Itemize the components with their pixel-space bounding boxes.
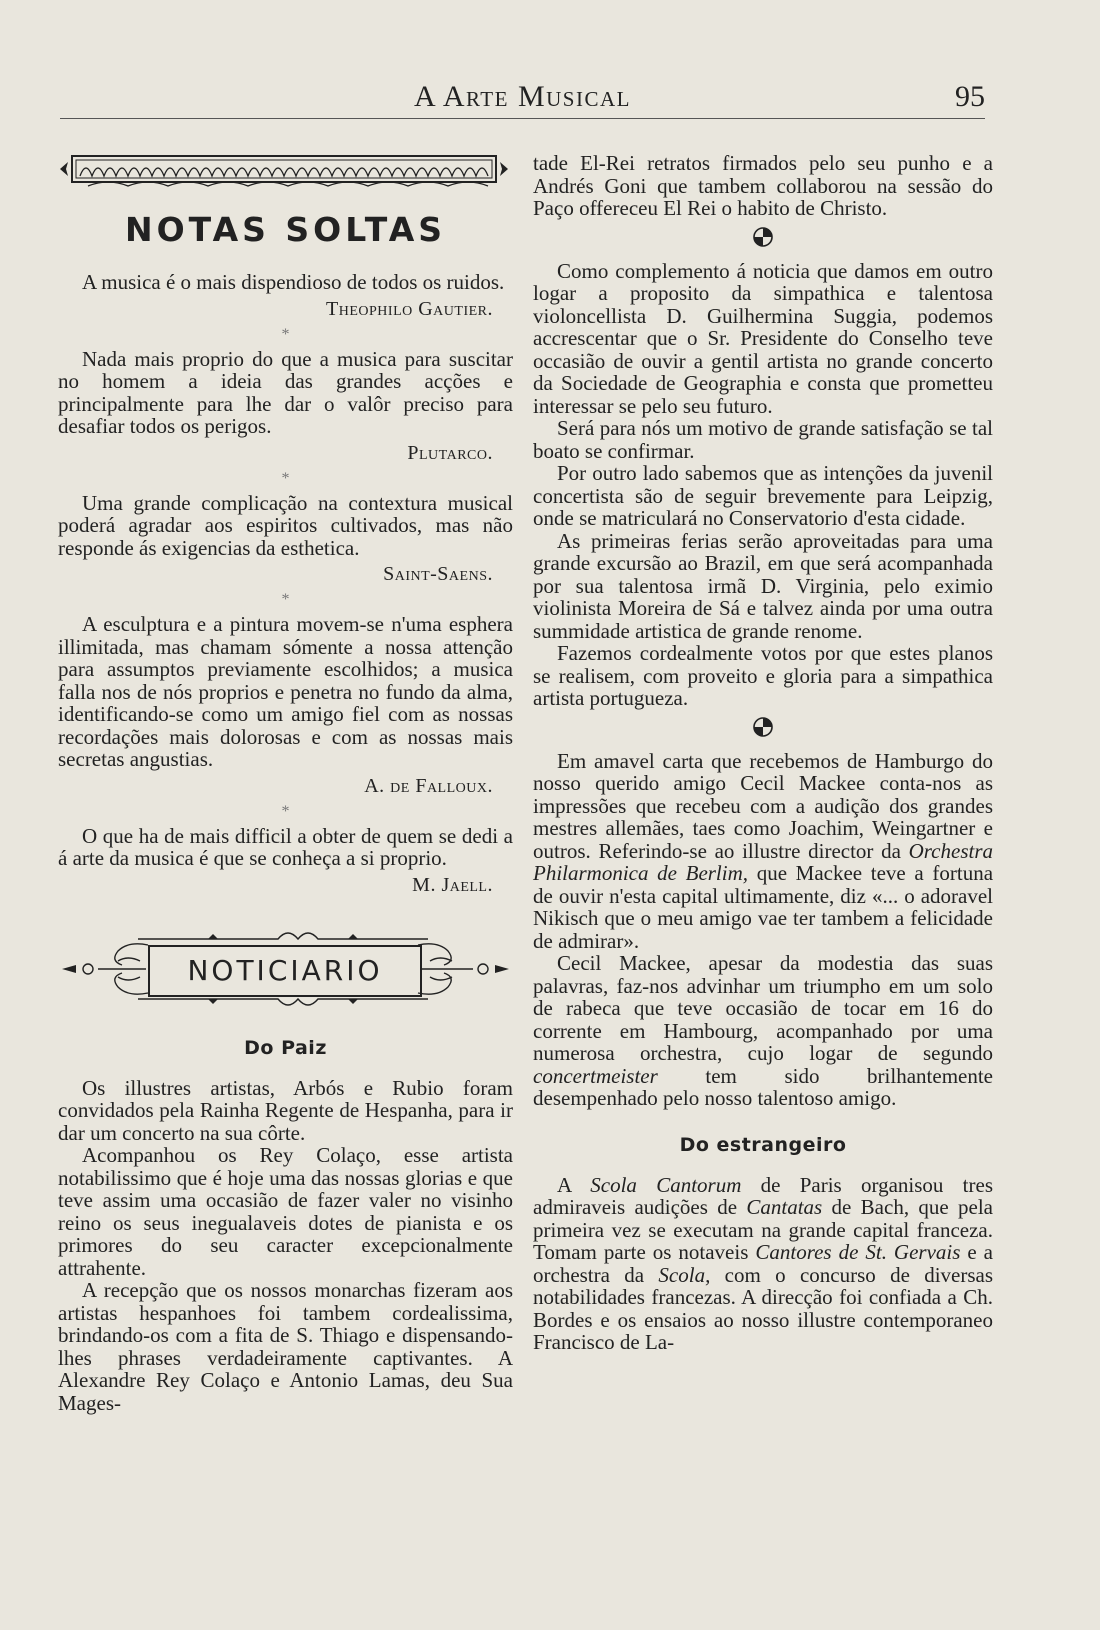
news-paragraph: Cecil Mackee, apesar da modestia das suas palavras, faz-nos advinhar um triumpho em um solo de rabeca que teve occasião de tocar em 16 do corrente em Hambourg, acompanhado por uma numerosa orchestra, cujo logar de segundo concertmeister tem sido brilhantemente desempenhado pelo nosso talentoso amigo. bbox=[533, 951, 994, 1110]
quote-author: Saint-Saens. bbox=[383, 563, 493, 585]
quote-author: Plutarco. bbox=[407, 441, 493, 464]
notas-soltas-title: NOTAS SOLTAS bbox=[124, 210, 447, 249]
noticiario-title: NOTICIARIO bbox=[148, 945, 422, 997]
page-number: 95 bbox=[955, 80, 985, 113]
do-paiz-heading: Do Paiz bbox=[244, 1036, 327, 1059]
divider-disc-icon bbox=[752, 716, 774, 738]
news-paragraph: Os illustres artistas, Arbós e Rubio foram convidados pela Rainha Regente de Hespanha, para ir dar um concerto na sua côrte. bbox=[58, 1075, 513, 1145]
running-header bbox=[60, 78, 985, 119]
separator-asterisk: * bbox=[281, 591, 290, 608]
quote-text: Nada mais proprio do que a musica para suscitar no homem a ideia das grandes acções e principalmente para lhe dar o valôr preciso para desafiar todos os perigos. bbox=[58, 346, 513, 438]
divider-disc-icon bbox=[533, 716, 993, 742]
quote-author: M. Jaell. bbox=[412, 873, 493, 896]
do-estrangeiro-heading: Do estrangeiro bbox=[679, 1133, 847, 1156]
quote-text: Uma grande complicação na contextura musical poderá agradar aos espiritos cultivados, mas não responde ás exigencias da esthetica. bbox=[58, 490, 513, 560]
news-paragraph: Em amavel carta que recebemos de Hamburgo do nosso querido amigo Cecil Mackee conta-nos as impressões que recebeu com a audição dos grandes mestres allemães, taes como Joachim, Weingartner e outros. Referindo-se ao illustre director da Orchestra Philarmonica de Berlim, que Mackee teve a fortuna de ouvir n'esta capital ultimamente, diz «... o adoravel Nikisch que o meu amigo vae ter tambem a felicidade de admirar». bbox=[533, 748, 994, 953]
quote-author: A. de Falloux. bbox=[364, 774, 493, 797]
news-paragraph: As primeiras ferias serão aproveitadas para uma grande excursão ao Brazil, em que será acompanhada por sua talentosa irmã D. Virginia, pelo eximio violinista Moreira de Sá e talvez ainda por uma outra summidade artistica de grande renome. bbox=[533, 528, 993, 643]
right-column bbox=[533, 152, 993, 1354]
quote-text: A musica é o mais dispendioso de todos os ruidos. bbox=[82, 270, 505, 294]
news-paragraph: A Scola Cantorum de Paris organisou tres admiraveis audições de Cantatas de Bach, que pela primeira vez se executam na grande capital franceza. Tomam parte os notaveis Cantores de St. Gervais e a orchestra da Scola, com o concurso de diversas notabilidades francezas. A direcção foi confiada a Ch. Bordes e os ensaios ao nosso illustre contemporaneo Francisco de La- bbox=[533, 1172, 994, 1354]
ornamental-header-band bbox=[58, 152, 513, 192]
noticiario-ornament bbox=[58, 917, 513, 1025]
news-paragraph: Como complemento á noticia que damos em outro logar a proposito da simpathica e talentosa violoncellista D. Guilhermina Suggia, podemos accrescentar que o Sr. Presidente do Conselho teve occasião de ouvir a gentil artista no grande concerto da Sociedade de Geographia e consta que prometteu interessar se pelo seu futuro. bbox=[533, 258, 993, 418]
quote-text: O que ha de mais difficil a obter de quem se dedi a á arte da musica é que se conheça a si proprio. bbox=[58, 823, 513, 870]
divider-disc-icon bbox=[533, 226, 993, 252]
separator-asterisk: * bbox=[281, 325, 290, 343]
separator-asterisk: * bbox=[281, 469, 290, 487]
news-paragraph: A recepção que os nossos monarchas fizeram aos artistas hespanhoes foi tambem cordealissima, brindando-os com a fita de S. Thiago e dispensando-lhes phrases verdadeiramente captivantes. A Alexandre Rey Colaço e Antonio Lamas, deu Sua Mages- bbox=[58, 1278, 513, 1415]
continued-paragraph: tade El-Rei retratos firmados pelo seu punho e a Andrés Goni que tambem collaborou na sessão do Paço offereceu El Rei o habito de Christo. bbox=[533, 151, 993, 220]
news-paragraph: Por outro lado sabemos que as intenções da juvenil concertista são de seguir brevemente para Leipzig, onde se matriculará no Conservatorio d'esta cidade. bbox=[533, 461, 993, 530]
separator-asterisk: * bbox=[281, 802, 290, 820]
news-paragraph: Fazemos cordealmente votos por que estes planos se realisem, com proveito e gloria para a simpathica artista portugueza. bbox=[533, 641, 993, 710]
news-paragraph: Será para nós um motivo de grande satisfação se tal boato se confirmar. bbox=[533, 416, 993, 463]
divider-disc-icon bbox=[752, 226, 774, 248]
quote-author: Theophilo Gautier. bbox=[326, 297, 493, 320]
left-column bbox=[58, 152, 513, 1414]
ornament-band-icon bbox=[58, 152, 513, 192]
magazine-title: A Arte Musical bbox=[414, 80, 631, 113]
news-paragraph: Acompanhou os Rey Colaço, esse artista notabilissimo que é hoje uma das nossas glorias e que teve assim uma occasião de fazer valer no visinho reino os seus inegualaveis dotes de pianista e os primores do seu caracter excepcionalmente attrahente. bbox=[58, 1143, 513, 1280]
quote-text: A esculptura e a pintura movem-se n'uma esphera illimitada, mas chamam sómente a nossa attenção para assumptos previamente escolhidos; a musica falla nos de nós proprios e penetra no fundo da alma, identificando-se como um amigo fiel com as nossas recordações mais dolorosas e com as nossas mais secretas angustias. bbox=[58, 612, 513, 771]
